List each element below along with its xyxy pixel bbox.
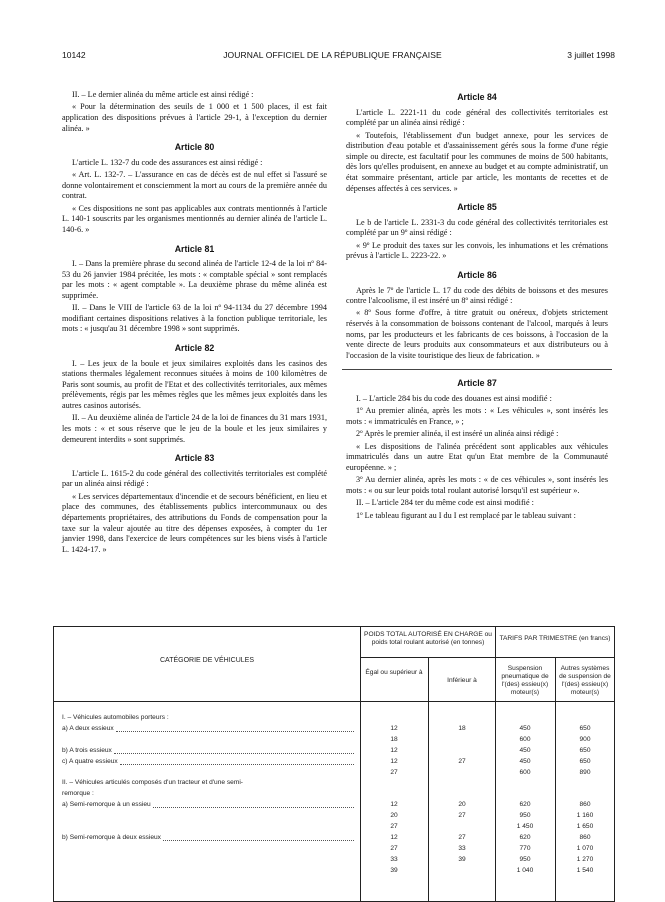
paragraph: « Les services départementaux d'incendie et de secours bénéficient, en lieu et place des communes, des établissements publics intercommunaux ou des départements propriétaires, des attributions du Fonds de compensation pour la taxe sur la valeur ajoutée au titre des dépenses exposées, à compter du 1er janvier 1998, dans l'exercice de leurs compétences sur les biens visés à l'article L. 1424-17. » [62, 491, 327, 554]
paragraph: L'article L. 1615-2 du code général des collectivités territoriales est complété par un alinéa ainsi rédigé : [62, 468, 327, 489]
row-label: a) Semi-remorque à un essieu [62, 801, 151, 809]
poids-header: POIDS TOTAL AUTORISÉ EN CHARGE ou poids total roulant autorisé (en tonnes) [364, 631, 492, 646]
left-column [62, 90, 327, 557]
paragraph: II. – Dans le VIII de l'article 63 de la loi nº 94-1134 du 27 décembre 1994 modifiant certaines dispositions relatives à la fonction publique territoriale, les mots : « jusqu'au 31 décembre 1998 » sont supprimés. [62, 303, 327, 334]
inferieur-value: 27 [458, 757, 466, 765]
autres-value: 860 [579, 833, 591, 841]
inferieur-value: 27 [458, 833, 466, 841]
pneumatique-value: 620 [519, 833, 531, 841]
page-header [50, 50, 615, 64]
leader-dots [163, 834, 354, 841]
leader-dots [120, 758, 354, 765]
pneumatique-value: 450 [519, 746, 531, 754]
paragraph: II. – Au deuxième alinéa de l'article 24 de la loi de finances du 31 mars 1931, les mots : « et sous réserve que le jeu de la boule et les jeux similaires y demeurent interdits » sont supprimés. [62, 413, 327, 444]
paragraph: « 9º Le produit des taxes sur les convois, les inhumations et les crémations prévus à l'article L. 2223-22. » [346, 240, 608, 261]
pneumatique-value: 770 [519, 844, 531, 852]
autres-value: 900 [579, 735, 591, 743]
autres-value: 650 [579, 757, 591, 765]
article-heading: Article 84 [457, 92, 497, 102]
row-label: a) A deux essieux [62, 724, 114, 732]
paragraph: « Art. L. 132-7. – L'assurance en cas de décès est de nul effet si l'assuré se donne volontairement et consciemment la mort au cours de la première année du contrat. [62, 170, 327, 201]
paragraph: I. – Les jeux de la boule et jeux similaires exploités dans les casinos des stations thermales légalement reconnues situées à moins de 100 kilomètres de Paris sont soumis, au profit de l'Etat et des collectivités territoriales, aux mêmes prélèvements, régis par les mêmes règles que les mêmes jeux exploités dans les autres casinos autorisés. [62, 358, 327, 411]
table-row [54, 790, 614, 799]
paragraph: I. – L'article 284 bis du code des douanes est ainsi modifié : [356, 394, 552, 404]
table-rule [54, 701, 614, 702]
egal-value: 27 [390, 823, 398, 830]
egal-header: Égal ou supérieur à [365, 669, 423, 676]
paragraph: « Les dispositions de l'alinéa précédent sont applicables aux véhicules immatriculés dans un autre Etat qu'un Etat membre de la Communauté européenne. » ; [346, 441, 608, 472]
inferieur-value: 18 [458, 724, 466, 732]
paragraph: L'article L. 2221-11 du code général des collectivités territoriales est complété par un alinéa ainsi rédigé : [346, 107, 608, 128]
egal-value: 33 [390, 855, 398, 863]
table-row [54, 834, 614, 843]
table-rule [360, 657, 614, 658]
autres-value: 860 [579, 801, 591, 809]
article-heading: Article 82 [174, 343, 215, 354]
egal-value: 20 [390, 812, 398, 820]
table-row [54, 801, 614, 810]
egal-value: 27 [390, 768, 398, 776]
paragraph: L'article L. 132-7 du code des assurances est ainsi rédigé : [72, 157, 263, 167]
section-rule [342, 369, 612, 370]
table-row [54, 779, 614, 788]
paragraph: « 8º Sous forme d'offre, à titre gratuit ou onéreux, d'objets strictement réservés à la consommation de boissons contenant de l'alcool, marqués à leurs noms, par les producteurs et les fabricants de ces boissons, à l'occasion de la vente directe de leurs produits aux consommateurs et aux distributeurs ou à l'occasion de la visite touristique des lieux de fabrication. » [346, 308, 608, 360]
paragraph: « Ces dispositions ne sont pas applicables aux contrats mentionnés à l'article L. 140-1 souscrits par les organismes mentionnés au dernier alinéa de l'article L. 140-6. » [62, 203, 327, 234]
right-column [346, 90, 608, 523]
row-label: b) A trois essieux [62, 746, 112, 754]
autres-header: Autres systèmes de suspension de l'(des) essieu(x) moteur(s) [559, 665, 611, 696]
row-label: b) Semi-remorque à deux essieux [62, 833, 161, 841]
row-label: remorque : [62, 790, 94, 798]
table-row [54, 769, 614, 778]
inferieur-value: 27 [458, 812, 466, 820]
pneumatique-value: 1 040 [516, 866, 534, 874]
paragraph: 1º Au premier alinéa, après les mots : « Les véhicules », sont insérés les mots : « immatriculés en France, » ; [346, 406, 608, 427]
autres-value: 650 [579, 746, 591, 754]
tarifs-header: TARIFS PAR TRIMESTRE (en francs) [499, 635, 611, 642]
leader-dots [114, 747, 354, 754]
table-row [54, 845, 614, 854]
autres-value: 1 540 [576, 866, 594, 874]
table-row [54, 725, 614, 734]
article-heading: Article 85 [457, 202, 497, 213]
autres-value: 890 [579, 768, 591, 776]
pneumatique-value: 950 [519, 812, 531, 820]
article-heading: Article 83 [174, 453, 215, 464]
autres-value: 1 270 [576, 855, 594, 863]
row-label: I. – Véhicules automobiles porteurs : [62, 714, 169, 721]
table-row [54, 823, 614, 832]
paragraph: Après le 7º de l'article L. 17 du code des débits de boissons et des mesures contre l'alcoolisme, il est inséré un 8º ainsi rédigé : [346, 285, 608, 306]
egal-value: 39 [390, 866, 398, 874]
pneumatique-value: 950 [519, 855, 531, 863]
row-label: II. – Véhicules articulés composés d'un tracteur et d'une semi- [62, 779, 244, 787]
article-heading: Article 81 [174, 243, 215, 254]
inferieur-header: Inférieur à [447, 677, 477, 684]
article-heading: Article 87 [457, 378, 497, 389]
egal-value: 18 [390, 735, 398, 743]
table-row [54, 758, 614, 767]
susp-pneu-header: Suspension pneumatique de l'(des) essieu(x) moteur(s) [501, 665, 549, 696]
pneumatique-value: 600 [519, 768, 531, 776]
inferieur-value: 33 [458, 844, 466, 852]
tariff-table [53, 626, 615, 902]
leader-dots [116, 725, 354, 732]
egal-value: 12 [390, 724, 398, 732]
paragraph: « Pour la détermination des seuils de 1 000 et 1 500 places, il est fait application des dispositions prévues à l'article 29-1, à l'exception du dernier alinéa. » [62, 102, 327, 133]
table-row [54, 736, 614, 745]
pneumatique-value: 450 [519, 724, 531, 732]
pneumatique-value: 1 450 [516, 823, 534, 830]
table-row [54, 747, 614, 756]
autres-value: 1 070 [576, 844, 594, 852]
autres-value: 650 [579, 724, 591, 732]
egal-value: 12 [390, 833, 398, 841]
inferieur-value: 39 [458, 855, 466, 863]
paragraph: Le b de l'article L. 2331-3 du code général des collectivités territoriales est complété par un 9º ainsi rédigé : [346, 217, 608, 238]
autres-value: 1 160 [576, 812, 594, 820]
paragraph: II. – L'article 284 ter du même code est ainsi modifié : [356, 498, 534, 508]
article-heading: Article 80 [174, 142, 215, 153]
egal-value: 12 [390, 757, 398, 765]
paragraph: 2º Après le premier alinéa, il est inséré un alinéa ainsi rédigé : [356, 429, 559, 439]
table-row [54, 812, 614, 821]
row-label: c) A quatre essieux [62, 757, 118, 765]
autres-value: 1 650 [576, 823, 594, 830]
pneumatique-value: 600 [519, 735, 531, 743]
journal-title: JOURNAL OFFICIEL DE LA RÉPUBLIQUE FRANÇAISE [223, 50, 442, 60]
egal-value: 12 [390, 746, 398, 754]
egal-value: 12 [390, 801, 398, 809]
table-row [54, 714, 614, 723]
inferieur-value: 20 [458, 801, 466, 809]
paragraph: « Toutefois, l'établissement d'un budget annexe, pour les services de distribution d'eau potable et d'assainissement gérés sous la forme d'une régie simple ou directe, est facultatif pour les communes de moins de 500 habitants, dès lors qu'elles produisent, en annexe au budget et au compte administratif, un état sommaire présentant, article par article, les montants de recettes et de dépenses affectés à ces services. » [346, 130, 608, 193]
table-row [54, 856, 614, 865]
table-row [54, 867, 614, 876]
article-heading: Article 86 [457, 269, 497, 280]
pneumatique-value: 620 [519, 801, 531, 809]
category-header: CATÉGORIE DE VÉHICULES [159, 657, 254, 664]
paragraph: II. – Le dernier alinéa du même article est ainsi rédigé : [72, 90, 254, 99]
leader-dots [153, 801, 354, 808]
page-number: 10142 [62, 50, 86, 60]
paragraph: 1º Le tableau figurant au I du I est remplacé par le tableau suivant : [356, 510, 576, 520]
egal-value: 27 [390, 844, 398, 852]
issue-date: 3 juillet 1998 [567, 50, 615, 60]
paragraph: I. – Dans la première phrase du second alinéa de l'article 12-4 de la loi nº 84-53 du 26 janvier 1984 précitée, les mots : « comptable spécial » sont remplacés par les mots : « agent comptable ». La deuxième phrase du même alinéa est supprimée. [62, 259, 327, 300]
pneumatique-value: 450 [519, 757, 531, 765]
paragraph: 3º Au dernier alinéa, après les mots : « de ces véhicules », sont insérés les mots : « ou sur leur poids total roulant autorisé lorsqu'il est supérieur ». [346, 475, 608, 495]
